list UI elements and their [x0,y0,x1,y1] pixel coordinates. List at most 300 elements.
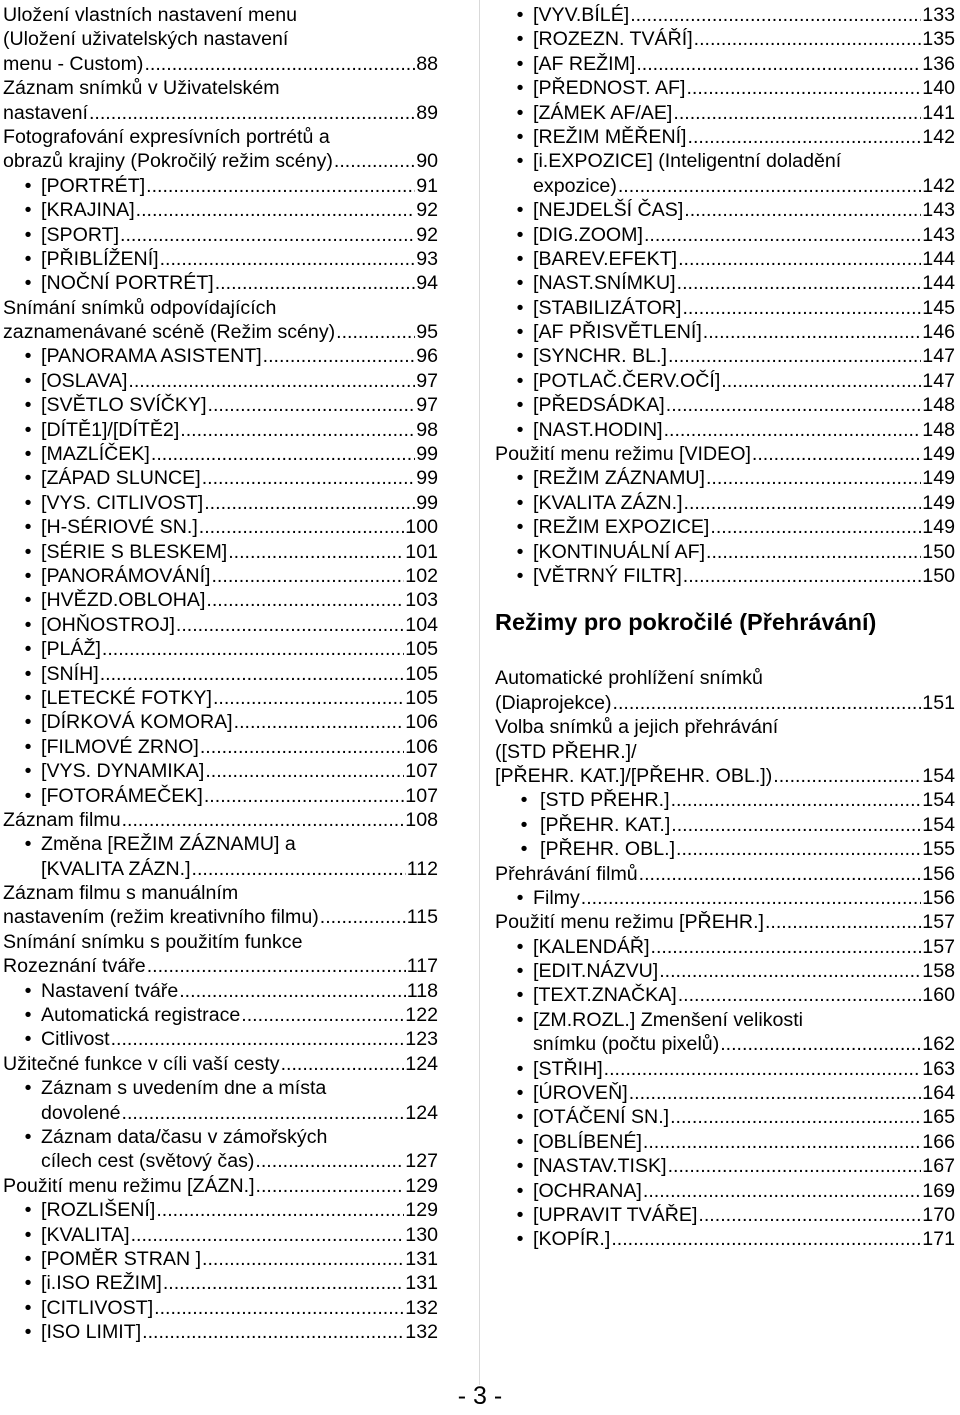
toc-entry-row [533,76,955,100]
toc-entry-title: [MAZLÍČEK] [41,443,150,466]
toc-entry[interactable] [3,1320,438,1344]
dot-leader [146,174,415,198]
toc-entry[interactable] [495,125,955,149]
toc-entry-title: [NASTAV.TISK] [533,1155,667,1178]
toc-entry[interactable] [3,784,438,808]
toc-entry[interactable] [3,101,438,125]
toc-entry[interactable] [495,52,955,76]
bullet-icon: • [516,1179,524,1202]
toc-entry[interactable] [495,1227,955,1251]
toc-entry-title: [POMĚR STRAN ] [41,1247,202,1270]
page-number: - 3 - [457,1382,503,1410]
toc-entry-row [3,1174,438,1198]
dot-leader [142,1320,404,1344]
toc-entry[interactable] [3,686,438,710]
toc-entry-row [41,1149,438,1173]
toc-entry-title: [OTÁČENÍ SN.] [533,1106,670,1129]
toc-entry-title: [SVĚTLO SVÍČKY] [41,394,207,417]
dot-leader [651,935,922,959]
toc-entry-row [533,418,955,442]
dot-leader [611,1227,921,1251]
toc-entry-title: obrazů krajiny (Pokročilý režim scény) [3,150,333,173]
dot-leader [234,710,405,734]
toc-entry[interactable] [3,808,438,832]
toc-page-number: 170 [922,1203,955,1226]
toc-entry[interactable] [3,637,438,661]
toc-entry-title: Užitečné funkce v cíli vaší cesty [3,1052,280,1075]
bullet-icon: • [24,467,32,490]
toc-entry[interactable] [3,1174,438,1198]
toc-entry[interactable] [3,418,438,442]
toc-entry[interactable] [3,662,438,686]
toc-page-number: 162 [922,1033,955,1056]
toc-entry-row [41,735,438,759]
toc-entry[interactable] [3,1296,438,1320]
toc-entry[interactable] [3,1027,438,1051]
toc-page-number: 117 [406,955,438,978]
toc-entry-row [533,1032,955,1056]
toc-entry-text-line [495,740,955,764]
bullet-icon: • [24,272,32,295]
toc-entry-row [3,808,438,832]
toc-entry-row [533,1203,955,1227]
toc-entry-row [41,1198,438,1222]
dot-leader [334,149,415,173]
toc-entry[interactable] [495,813,955,837]
bullet-icon: • [24,1223,32,1246]
toc-entry-row [41,271,438,295]
bullet-icon: • [24,1077,32,1100]
toc-entry[interactable] [495,418,955,442]
toc-entry-title: [VYS. CITLIVOST] [41,491,204,514]
toc-entry-title: [TEXT.ZNAČKA] [533,984,677,1007]
bullet-icon: • [24,662,32,685]
toc-entry[interactable] [3,710,438,734]
toc-entry-title: [PŘEHR. OBL.] [540,838,676,861]
toc-entry-row [3,954,438,978]
dot-leader [752,442,921,466]
toc-entry-title: menu - Custom) [3,52,144,75]
bullet-icon: • [520,813,528,836]
bullet-icon: • [516,1106,524,1129]
toc-entry[interactable] [495,1179,955,1203]
dot-leader [671,788,922,812]
toc-page-number: 105 [405,638,438,661]
toc-entry-title: Citlivost [41,1028,110,1051]
toc-entry[interactable] [3,1149,438,1173]
toc-page-number: 129 [405,1174,438,1197]
toc-page-number: 167 [922,1155,955,1178]
toc-entry-row [41,442,438,466]
section-heading: Režimy pro pokročilé (Přehrávání) [495,609,877,636]
toc-page-number: 92 [416,223,438,246]
toc-entry-row [495,862,955,886]
toc-entry-row [495,691,955,715]
toc-entry-title: nastavení [3,101,88,124]
toc-entry-row [3,52,438,76]
toc-page-number: 143 [922,223,955,246]
toc-entry[interactable] [495,27,955,51]
toc-entry[interactable] [495,1154,955,1178]
bullet-icon: • [520,838,528,861]
toc-page-number: 131 [405,1272,438,1295]
toc-entry[interactable] [495,76,955,100]
bullet-icon: • [516,1203,524,1226]
dot-leader [643,1179,921,1203]
bullet-icon: • [24,369,32,392]
bullet-icon: • [516,467,524,490]
bullet-icon: • [24,735,32,758]
toc-entry[interactable] [495,101,955,125]
toc-entry[interactable] [495,959,955,983]
dot-leader [659,959,921,983]
toc-page-number: 97 [416,369,438,392]
toc-entry[interactable] [495,764,955,788]
toc-entry[interactable] [495,886,955,910]
toc-entry-text-line [495,715,955,739]
toc-page-number: 165 [922,1106,955,1129]
toc-entry-title: (Diaprojekce) [495,691,612,714]
toc-entry[interactable] [3,369,438,393]
toc-page-number: 169 [922,1179,955,1202]
toc-entry[interactable] [495,369,955,393]
toc-entry-title: [KVALITA ZÁZN.] [533,491,683,514]
dot-leader [163,1271,404,1295]
dot-leader [154,1296,404,1320]
dot-leader [671,813,921,837]
toc-entry-title: [H-SÉRIOVÉ SN.] [41,516,198,539]
toc-entry-title: [OBLÍBENÉ] [533,1130,642,1153]
bullet-icon: • [24,979,32,1002]
toc-entry[interactable] [495,393,955,417]
toc-page-number: 131 [405,1247,438,1270]
toc-page-number: 149 [922,467,955,490]
bullet-icon: • [24,174,32,197]
toc-entry-title: [AF REŽIM] [533,52,636,75]
toc-page-number: 135 [922,28,955,51]
bullet-icon: • [516,4,524,26]
toc-entry-title: [PŘEDSÁDKA] [533,394,665,417]
dot-leader [256,1174,405,1198]
toc-entry[interactable] [495,344,955,368]
toc-entry[interactable] [495,1032,955,1056]
toc-entry-text-line [495,1008,955,1032]
bullet-icon: • [516,28,524,51]
toc-entry-row [533,174,955,198]
toc-entry-title: Záznam filmu s manuálním [3,882,239,905]
toc-entry-title: [PŘEHR. KAT.]/[PŘEHR. OBL.]) [495,764,773,787]
toc-column-right [495,3,955,1252]
dot-leader [721,369,921,393]
toc-page-number: 140 [922,77,955,100]
toc-entry-title: Změna [REŽIM ZÁZNAMU] a [41,833,296,856]
toc-entry-title: Nastavení tváře [41,979,179,1002]
toc-entry-title: [DÍRKOVÁ KOMORA] [41,711,233,734]
toc-page-number: 124 [405,1052,438,1075]
dot-leader [204,784,404,808]
toc-entry-title: [ISO LIMIT] [41,1321,142,1344]
toc-page-number: 149 [922,443,955,466]
bullet-icon: • [516,321,524,344]
toc-entry[interactable] [495,910,955,934]
bullet-icon: • [24,1028,32,1051]
bullet-icon: • [516,1057,524,1080]
toc-entry-title: [DÍTĚ1]/[DÍTĚ2] [41,418,180,441]
toc-entry[interactable] [495,1203,955,1227]
toc-entry[interactable] [3,442,438,466]
toc-entry-title: [ZÁPAD SLUNCE] [41,467,201,490]
toc-entry-title: Fotografování expresívních portrétů a [3,125,330,148]
toc-entry[interactable] [495,1057,955,1081]
toc-entry[interactable] [3,564,438,588]
toc-entry-row [533,491,955,515]
toc-entry[interactable] [495,466,955,490]
toc-page-number: 166 [922,1130,955,1153]
toc-entry-row [533,886,955,910]
toc-entry-row [533,125,955,149]
toc-entry-title: [LETECKÉ FOTKY] [41,686,212,709]
column-divider [479,0,480,1385]
toc-entry[interactable] [3,979,438,1003]
dot-leader [706,540,921,564]
toc-entry[interactable] [3,52,438,76]
toc-entry[interactable] [3,1101,438,1125]
toc-entry-title: [NEJDELŠÍ ČAS] [533,199,684,222]
toc-entry-row [41,393,438,417]
toc-entry-text-line [3,930,438,954]
dot-leader [202,466,416,490]
bullet-icon: • [24,686,32,709]
toc-entry-title: [VĚTRNÝ FILTR] [533,564,682,587]
toc-page-number: 106 [405,711,438,734]
toc-entry-title: [OCHRANA] [533,1179,642,1202]
dot-leader [144,52,415,76]
toc-entry[interactable] [495,1081,955,1105]
dot-leader [710,515,921,539]
toc-page-number: 156 [922,886,955,909]
toc-page-number: 157 [922,911,955,934]
toc-entry[interactable] [495,862,955,886]
toc-entry[interactable] [495,320,955,344]
toc-page-number: 105 [405,662,438,685]
toc-entry[interactable] [495,540,955,564]
bullet-icon: • [516,77,524,100]
toc-entry-row [533,1105,955,1129]
toc-entry[interactable] [3,198,438,222]
toc-page-number: 127 [405,1150,438,1173]
toc-entry-row [41,247,438,271]
toc-entry[interactable] [495,296,955,320]
dot-leader [128,369,415,393]
toc-entry-row [533,3,955,27]
toc-entry[interactable] [3,1247,438,1271]
bullet-icon: • [24,394,32,417]
toc-entry-row [533,540,955,564]
toc-page-number: 112 [406,857,438,880]
toc-entry-title: [KOPÍR.] [533,1228,611,1251]
toc-entry-row [41,759,438,783]
dot-leader [100,662,405,686]
dot-leader [668,1154,922,1178]
toc-page-number: 118 [406,979,438,1002]
toc-entry-row [533,393,955,417]
toc-entry[interactable] [495,491,955,515]
toc-entry-title: Automatická registrace [41,1004,241,1027]
toc-entry-text-line [3,1076,438,1100]
toc-entry-title: [KONTINUÁLNÍ AF] [533,540,706,563]
toc-entry-row [41,198,438,222]
toc-entry[interactable] [3,613,438,637]
toc-entry-title: Použití menu režimu [PŘEHR.] [495,911,764,934]
toc-entry[interactable] [495,442,955,466]
toc-entry-row [41,540,438,564]
bullet-icon: • [516,540,524,563]
toc-entry[interactable] [3,735,438,759]
toc-entry-title: [SYNCHR. BL.] [533,345,667,368]
toc-entry-title: Automatické prohlížení snímků [495,667,763,690]
toc-entry-title: [KVALITA] [41,1223,130,1246]
bullet-icon: • [516,296,524,319]
bullet-icon: • [24,1272,32,1295]
toc-entry[interactable] [3,1003,438,1027]
bullet-icon: • [516,150,524,173]
toc-entry[interactable] [495,247,955,271]
bullet-icon: • [516,223,524,246]
toc-entry-title: Snímání snímku s použitím funkce [3,930,303,953]
toc-entry-row [533,101,955,125]
toc-entry[interactable] [495,3,955,27]
toc-entry-text-line [3,296,438,320]
toc-entry-title: [SNÍH] [41,662,99,685]
toc-entry[interactable] [3,1223,438,1247]
toc-page-number: 99 [416,491,438,514]
toc-page-number: 105 [405,686,438,709]
toc-entry-text-line [3,1125,438,1149]
toc-page-number: 97 [416,394,438,417]
dot-leader [698,1203,921,1227]
toc-entry[interactable] [3,954,438,978]
toc-entry[interactable] [3,1271,438,1295]
bullet-icon: • [516,1155,524,1178]
dot-leader [670,1105,921,1129]
toc-page-number: 150 [922,540,955,563]
toc-entry[interactable] [3,393,438,417]
toc-page-number: 151 [922,691,955,714]
toc-entry[interactable] [495,223,955,247]
toc-entry-row [41,1223,438,1247]
toc-entry[interactable] [3,515,438,539]
toc-entry[interactable] [3,491,438,515]
toc-page-number: 157 [922,935,955,958]
toc-entry[interactable] [3,247,438,271]
toc-entry-title: [ZÁMEK AF/AE] [533,101,673,124]
toc-entry[interactable] [495,837,955,861]
toc-entry[interactable] [495,564,955,588]
toc-entry-row [3,320,438,344]
toc-entry-row [41,174,438,198]
toc-entry[interactable] [3,149,438,173]
toc-entry[interactable] [3,344,438,368]
toc-entry-title: [PANORÁMOVÁNÍ] [41,564,211,587]
toc-entry-title: Záznam snímků v Uživatelském [3,77,280,100]
bullet-icon: • [24,516,32,539]
bullet-icon: • [24,1296,32,1319]
toc-entry[interactable] [495,515,955,539]
dot-leader [176,613,404,637]
toc-entry[interactable] [3,1198,438,1222]
toc-entry[interactable] [3,223,438,247]
bullet-icon: • [516,491,524,514]
toc-entry-row [533,1227,955,1251]
toc-entry[interactable] [3,857,438,881]
toc-entry-title: (Uložení uživatelských nastavení [3,28,289,51]
bullet-icon: • [24,1247,32,1270]
toc-entry[interactable] [3,588,438,612]
toc-entry[interactable] [495,1105,955,1129]
toc-page-number: 93 [416,247,438,270]
toc-entry[interactable] [495,691,955,715]
toc-entry-title: Použití menu režimu [VIDEO] [495,443,751,466]
toc-entry[interactable] [495,983,955,1007]
toc-page-number: 132 [405,1296,438,1319]
toc-entry[interactable] [3,466,438,490]
bullet-icon: • [516,1228,524,1251]
toc-entry[interactable] [3,271,438,295]
toc-page-number: 91 [416,174,438,197]
dot-leader [643,1130,921,1154]
toc-entry-row [533,344,955,368]
toc-entry-title: Záznam filmu [3,808,121,831]
toc-entry-title: [KVALITA ZÁZN.] [41,857,191,880]
toc-entry-row [495,910,955,934]
toc-entry[interactable] [495,198,955,222]
bullet-icon: • [24,418,32,441]
dot-leader [199,515,405,539]
dot-leader [604,1057,922,1081]
toc-entry-row [540,788,955,812]
toc-entry-title: dovolené [41,1101,121,1124]
toc-entry-title: [REŽIM EXPOZICE] [533,516,710,539]
toc-entry[interactable] [3,905,438,929]
toc-entry-row [495,442,955,466]
toc-page-number: 107 [405,760,438,783]
toc-entry[interactable] [495,1130,955,1154]
dot-leader [102,637,404,661]
toc-entry-row [41,637,438,661]
dot-leader [120,223,415,247]
toc-entry[interactable] [495,271,955,295]
toc-page-number: 143 [922,199,955,222]
dot-leader [215,271,415,295]
toc-entry-row [533,1057,955,1081]
toc-entry[interactable] [3,320,438,344]
toc-entry-title: [HVĚZD.OBLOHA] [41,589,206,612]
toc-entry[interactable] [3,1052,438,1076]
bullet-icon: • [516,960,524,983]
toc-entry[interactable] [3,174,438,198]
toc-page-number: 133 [922,4,955,26]
toc-entry[interactable] [3,540,438,564]
toc-entry[interactable] [495,788,955,812]
bullet-icon: • [516,886,524,909]
toc-entry[interactable] [495,174,955,198]
toc-entry-row [533,198,955,222]
toc-entry[interactable] [3,759,438,783]
toc-entry[interactable] [495,935,955,959]
toc-entry-title: [PANORAMA ASISTENT] [41,345,262,368]
bullet-icon: • [516,418,524,441]
toc-entry-title: [KRAJINA] [41,199,135,222]
